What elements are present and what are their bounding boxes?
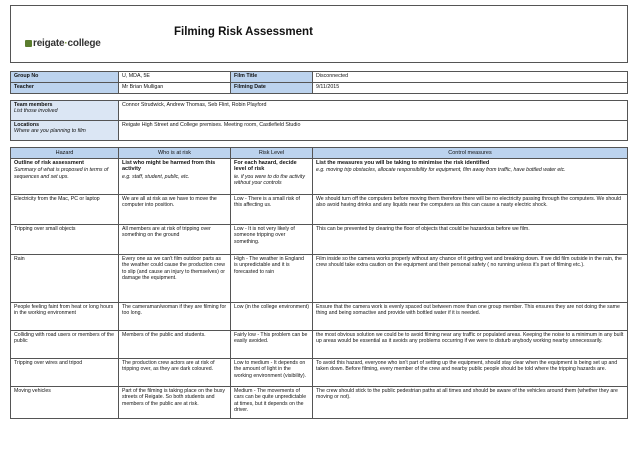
who-cell: We are all at risk as we have to move the computer into position. <box>119 195 231 225</box>
locations-value: Reigate High Street and College premises. Meeting room, Castlefield Studio <box>119 121 628 141</box>
control-cell: the most obvious solution we could be to avoid filming near any traffic or populated areas. Keeping the noise to a minimum in any built up areas would be essential as it avoids any problems occurring if we were to disturb anybody working nearby unnecessarily. <box>313 331 628 359</box>
table-row <box>11 255 628 303</box>
level-cell: Fairly low - This problem can be easily avoided. <box>231 331 313 359</box>
control-cell: Film inside so the camera works properly without any chance of it getting wet and breaking down. If we did film outside in the rain, the crew should take extra caution on the equipment and their personal safety ( no running unless it's part of filming etc.). <box>313 255 628 303</box>
college-logo: reigate·college <box>25 38 101 49</box>
logo-mark-icon <box>25 40 32 47</box>
who-cell: Members of the public and students. <box>119 331 231 359</box>
who-cell: Part of the filming is taking place on the busy streets of Reigate. So both students and members of the public are at risk. <box>119 387 231 419</box>
level-cell: Low - It is not very likely of someone tripping over something. <box>231 225 313 255</box>
info-row-teacher <box>11 83 628 94</box>
header-hazard: Hazard <box>11 148 119 159</box>
page-title: Filming Risk Assessment <box>174 26 313 38</box>
header-level: Risk Level <box>231 148 313 159</box>
table-row <box>11 331 628 359</box>
who-cell: The production crew actors are at risk of tripping over, as they are dark coloured. <box>119 359 231 387</box>
group-no-value: U, MDA, 5E <box>119 72 231 83</box>
guidance-hint: e.g. staff, student, public, etc. <box>122 173 190 180</box>
guidance-title: Outline of risk assessment <box>14 160 84 166</box>
level-cell: Medium - The movements of cars can be quite unpredictable at times, but it depends on the driver. <box>231 387 313 419</box>
risk-table <box>10 147 628 419</box>
guidance-title: List the measures you will be taking to minimise the risk identified <box>316 160 490 166</box>
header-control: Control measures <box>313 148 628 159</box>
teacher-value: Mr Brian Mulligan <box>119 83 231 94</box>
level-cell: Low - There is a small risk of this affecting us. <box>231 195 313 225</box>
control-cell: To avoid this hazard, everyone who isn't part of setting up the equipment, should stay clear when the equipment is being set up and taken down. Before filming, every member of the crew and nearby public people should be told where the tripping hazards are. <box>313 359 628 387</box>
who-cell: Every one as we can't film outdoor parts as the weather could cause the production crew to slip (and cause an injury to themselves) or damage the equipment. <box>119 255 231 303</box>
table-row <box>11 303 628 331</box>
table-row <box>11 359 628 387</box>
guidance-title: List who might be harmed from this activity <box>122 160 216 173</box>
level-cell: Low to medium - It depends on the amount of light in the working environment (visibility). <box>231 359 313 387</box>
risk-assessment-sheet <box>10 5 628 419</box>
locations-label-cell <box>11 121 119 141</box>
team-locations-table <box>10 100 628 141</box>
film-title-label: Film Title <box>231 72 313 83</box>
guidance-who <box>119 159 231 195</box>
guidance-title: For each hazard, decide level of risk <box>234 160 297 173</box>
group-no-label: Group No <box>11 72 119 83</box>
header-who: Who is at risk <box>119 148 231 159</box>
filming-date-label: Filming Date <box>231 83 313 94</box>
filming-date-value: 9/11/2015 <box>313 83 628 94</box>
control-cell: We should turn off the computers before moving them therefore there will be no electricity passing through the computers. We should also avoid having drinks and any liquids near the computers as this can cause a nasty electric shock. <box>313 195 628 225</box>
film-title-value: Disconnected <box>313 72 628 83</box>
risk-header-row <box>11 148 628 159</box>
info-row-group <box>11 72 628 83</box>
table-row <box>11 225 628 255</box>
hazard-cell: People feeling faint from heat or long hours in the working environment <box>11 303 119 331</box>
guidance-row <box>11 159 628 195</box>
team-value: Connor Strudwick, Andrew Thomas, Seb Flint, Robin Playford <box>119 101 628 121</box>
guidance-control <box>313 159 628 195</box>
hazard-cell: Rain <box>11 255 119 303</box>
guidance-hint: e.g. moving trip obstacles, allocate responsibility for equipment, film away from traffic, have bottled water etc. <box>316 167 566 174</box>
guidance-hazard <box>11 159 119 195</box>
level-cell: Low (in the college environment) <box>231 303 313 331</box>
control-cell: This can be prevented by clearing the floor of objects that could be hazardous before we film. <box>313 225 628 255</box>
locations-label: Locations <box>14 122 40 128</box>
locations-sublabel: Where are you planning to film <box>14 128 86 135</box>
hazard-cell: Colliding with road users or members of the public <box>11 331 119 359</box>
table-row <box>11 195 628 225</box>
table-row <box>11 387 628 419</box>
logo-text: reigate <box>33 38 65 49</box>
control-cell: The crew should stick to the public pedestrian paths at all times and should be aware of the vehicles around them (whether they are moving or not). <box>313 387 628 419</box>
logo-suffix: college <box>67 38 101 49</box>
guidance-hint: ie. if you were to do the activity without your controls <box>234 173 305 186</box>
team-label-cell <box>11 101 119 121</box>
guidance-hint: Summary of what is proposed in terms of sequences and set ups. <box>14 167 109 180</box>
hazard-cell: Tripping over small objects <box>11 225 119 255</box>
team-sublabel: List those involved <box>14 108 58 115</box>
team-label: Team members <box>14 102 53 108</box>
control-cell: Ensure that the camera work is evenly spaced out between more than one group member. This ensures they are not doing the same thing and being somactive and provide with bottled water if it is needed. <box>313 303 628 331</box>
locations-row <box>11 121 628 141</box>
guidance-level <box>231 159 313 195</box>
level-cell: High - The weather in England is unpredictable and it is forecasted to rain <box>231 255 313 303</box>
who-cell: The cameraman/woman if they are filming for too long. <box>119 303 231 331</box>
document-header <box>10 5 628 63</box>
team-row <box>11 101 628 121</box>
teacher-label: Teacher <box>11 83 119 94</box>
who-cell: All members are at risk of tripping over something on the ground <box>119 225 231 255</box>
hazard-cell: Moving vehicles <box>11 387 119 419</box>
hazard-cell: Electricity from the Mac, PC or laptop <box>11 195 119 225</box>
hazard-cell: Tripping over wires and tripod <box>11 359 119 387</box>
info-table <box>10 71 628 94</box>
